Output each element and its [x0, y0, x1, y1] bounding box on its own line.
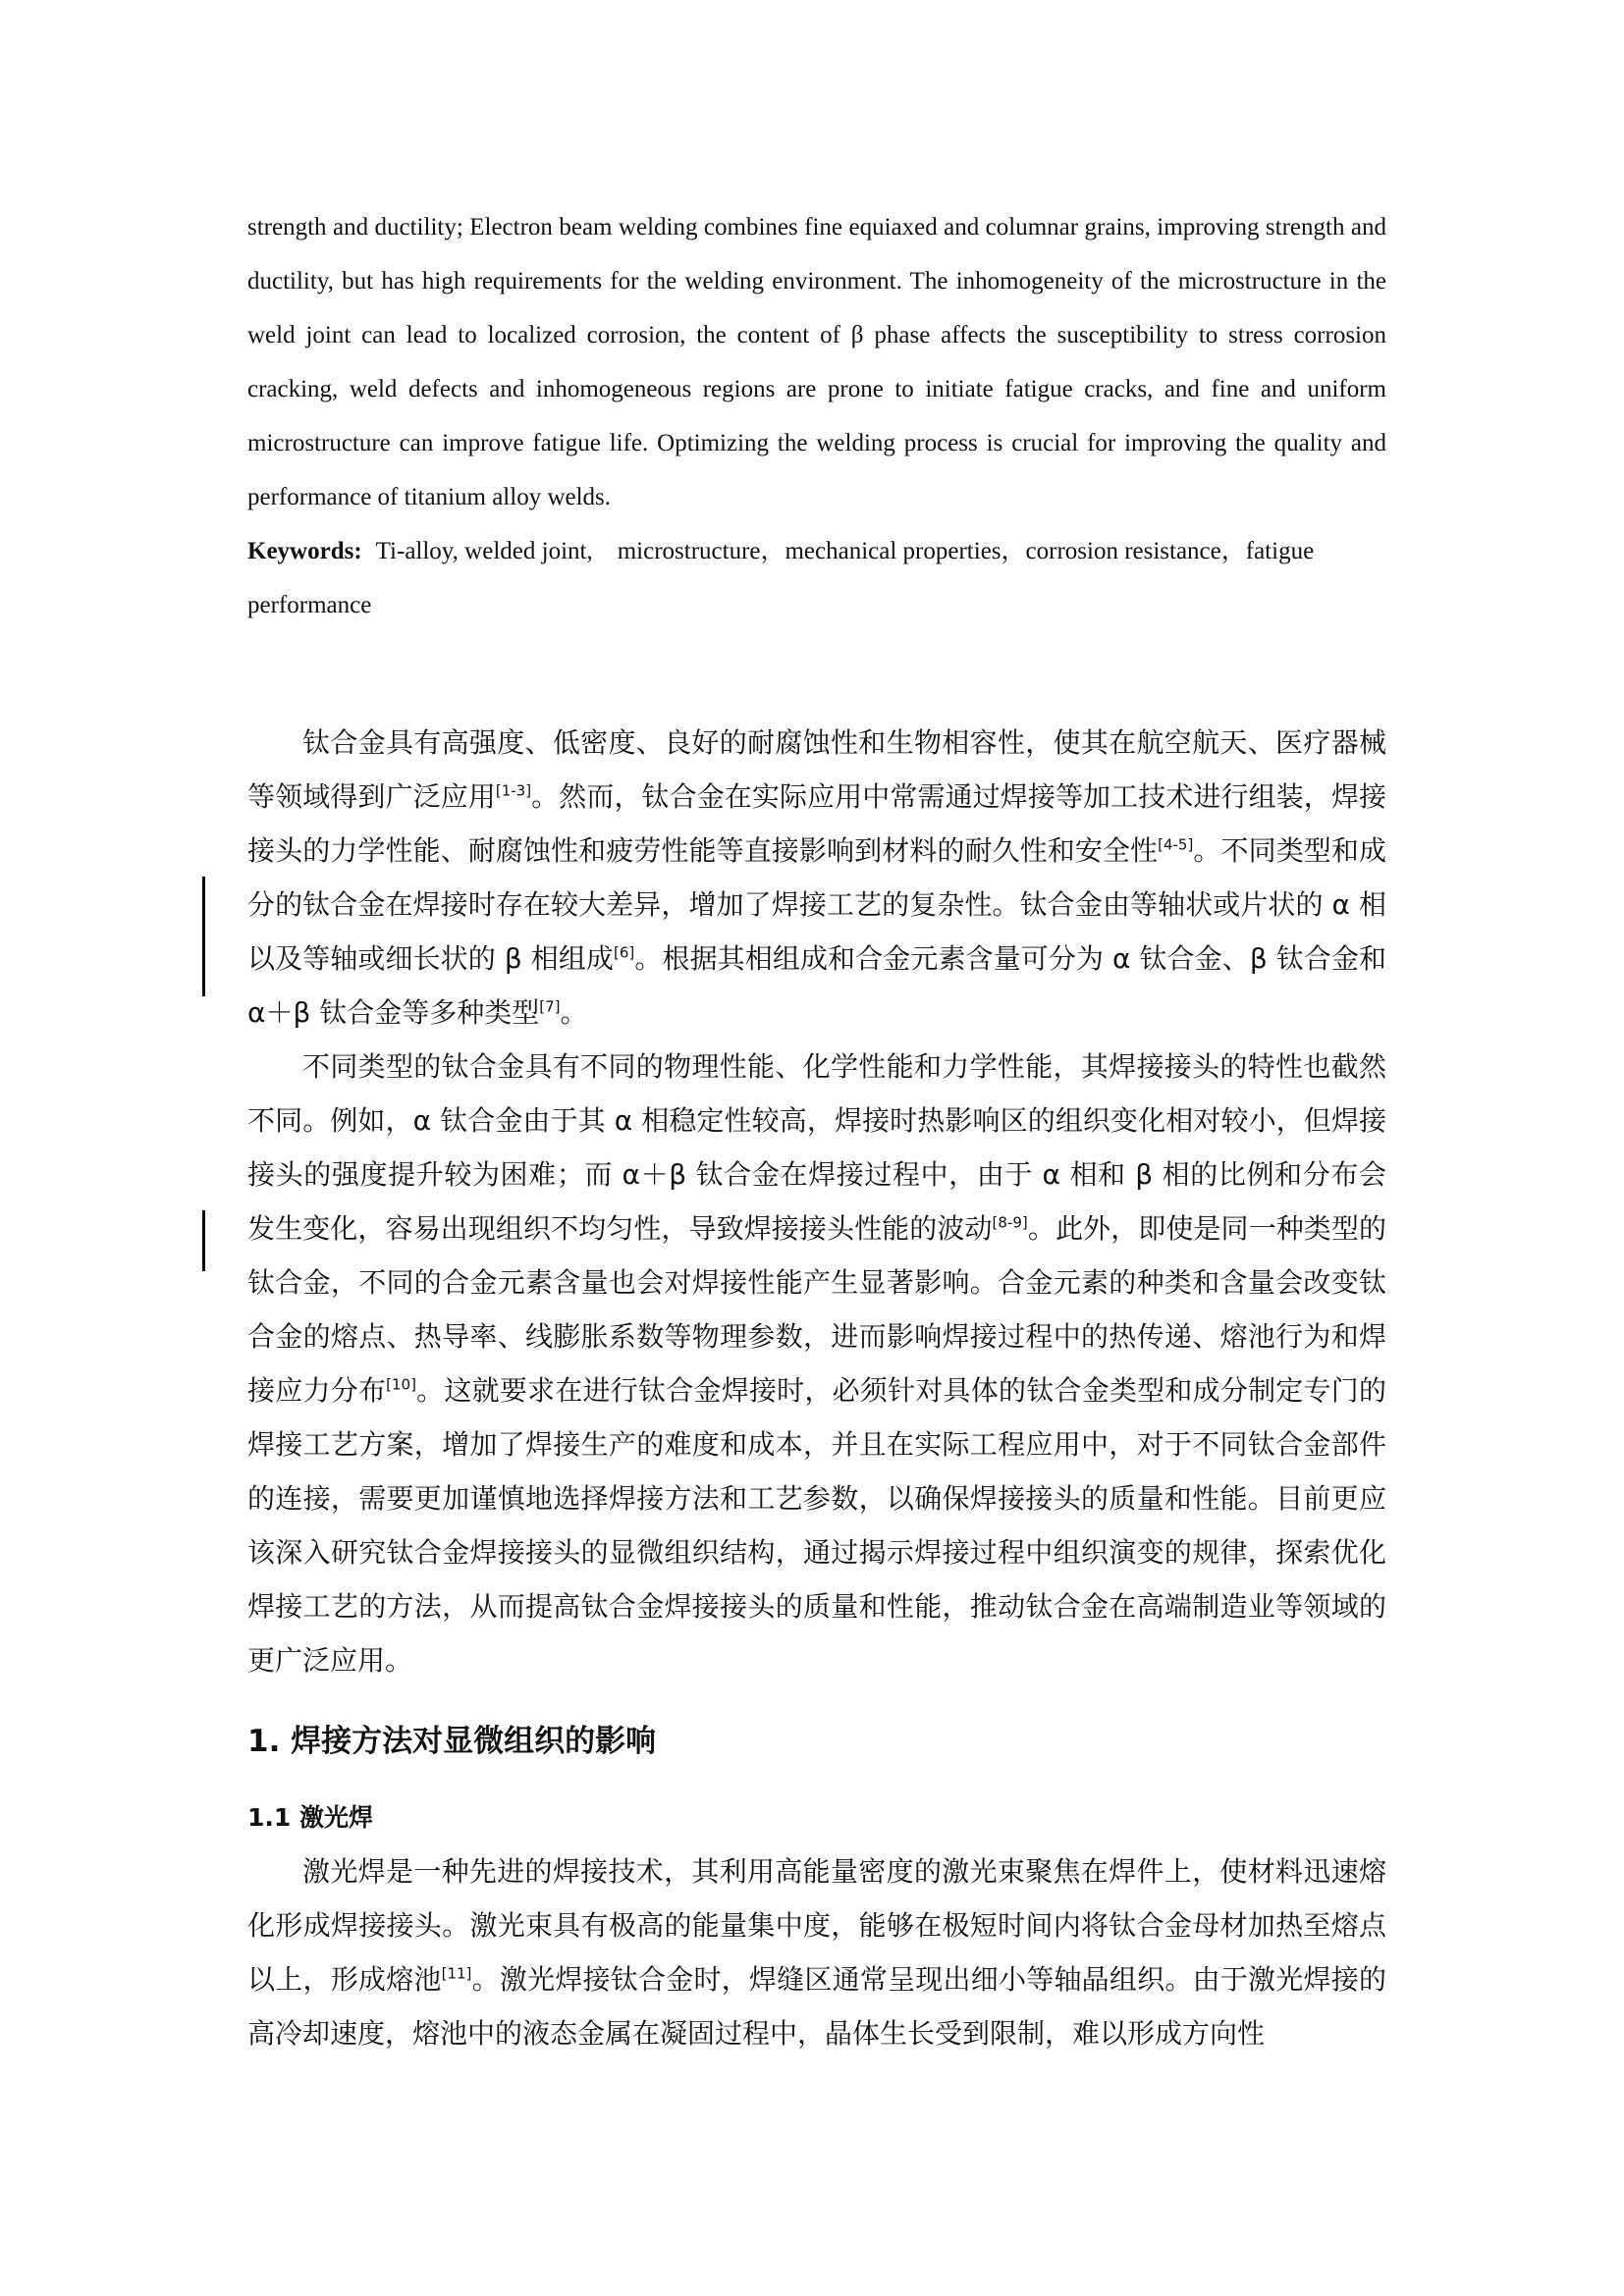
- laser-text-1: 激光焊是一种先进的焊接技术，其利用高能量密度的激光束聚焦在焊件上，使材料迅速熔化形成焊接接头。激光束具有极高的能量集中度，能够在极短时间内将钛合金母材加热至熔点以上，形成熔池: [247, 1855, 1386, 1996]
- citation: [6]: [614, 943, 635, 962]
- subsection-heading: 1.1 激光焊: [247, 1803, 373, 1832]
- abstract-continuation: strength and ductility; Electron beam welding combines fine equiaxed and columnar grains, improving strength and ductility, but has high requirements for the welding environment. The inhomogeneity of the microstructure in the weld joint can lead to localized corrosion, the content of β phase affects the susceptibility to stress corrosion cracking, weld defects and inhomogeneous regions are prone to initiate fatigue cracks, and fine and uniform microstructure can improve fatigue life. Optimizing the welding process is crucial for improving the quality and performance of titanium alloy welds.: [247, 214, 1386, 510]
- keywords-label: Keywords:: [247, 538, 362, 564]
- intro-p1-text-2: 。然而，钛合金在实际应用中常需通过焊接等加工技术进行组装，焊接接头的力学性能、耐腐蚀性和疲劳性能等直接影响到材料的耐久性和安全性: [247, 780, 1386, 867]
- intro-p2-text-1: 不同类型的钛合金具有不同的物理性能、化学性能和力学性能，其焊接接头的特性也截然不同。例如，α 钛合金由于其 α 相稳定性较高，焊接时热影响区的组织变化相对较小，但焊接接头的强度提升较为困难；而 α＋β 钛合金在焊接过程中，由于 α 相和 β 相的比例和分布会发生变化，容易出现组织不均匀性，导致焊接接头性能的波动: [247, 1050, 1386, 1245]
- intro-p2-text-3: 。这就要求在进行钛合金焊接时，必须针对具体的钛合金类型和成分制定专门的焊接工艺方案，增加了焊接生产的难度和成本，并且在实际工程应用中，对于不同钛合金部件的连接，需要更加谨慎地选择焊接方法和工艺参数，以确保焊接接头的质量和性能。目前更应该深入研究钛合金焊接接头的显微组织结构，通过揭示焊接过程中组织演变的规律，探索优化焊接工艺的方法，从而提高钛合金焊接接头的质量和性能，推动钛合金在高端制造业等领域的更广泛应用。: [247, 1374, 1386, 1677]
- change-bar-1: [202, 877, 205, 996]
- intro-p2-text-2: 。此外，即使是同一种类型的钛合金，不同的合金元素含量也会对焊接性能产生显著影响。合金元素的种类和含量会改变钛合金的熔点、热导率、线膨胀系数等物理参数，进而影响焊接过程中的热传递、熔池行为和焊接应力分布: [247, 1212, 1386, 1407]
- citation: [8-9]: [992, 1213, 1028, 1232]
- citation: [1-3]: [495, 781, 532, 800]
- laser-welding-paragraph: [247, 1844, 1386, 2060]
- laser-text-2: 。激光焊接钛合金时，焊缝区通常呈现出细小等轴晶组织。由于激光焊接的高冷却速度，熔池中的液态金属在凝固过程中，晶体生长受到限制，难以形成方向性: [247, 1963, 1386, 2050]
- intro-p1-text-4: 。根据其相组成和合金元素含量可分为 α 钛合金、β 钛合金和 α＋β 钛合金等多种类型: [247, 942, 1387, 1029]
- introduction: [247, 716, 1386, 1687]
- intro-paragraph-2: [247, 1040, 1386, 1687]
- change-bar-2: [202, 1210, 205, 1271]
- intro-p1-text-5: 。: [560, 996, 588, 1029]
- citation: [4-5]: [1158, 835, 1194, 854]
- section-heading: 1. 焊接方法对显微组织的影响: [247, 1724, 657, 1759]
- page-content: [247, 200, 1386, 2060]
- intro-p1-text-1: 钛合金具有高强度、低密度、良好的耐腐蚀性和生物相容性，使其在航空航天、医疗器械等领域得到广泛应用: [247, 726, 1386, 813]
- citation: [10]: [386, 1375, 416, 1394]
- keywords-text: Ti-alloy, welded joint, microstructure，mechanical properties，corrosion resistance，fatigue performance: [247, 538, 1315, 618]
- citation: [11]: [441, 1964, 472, 1983]
- intro-p1-text-3: 。不同类型和成分的钛合金在焊接时存在较大差异，增加了焊接工艺的复杂性。钛合金由等轴状或片状的 α 相以及等轴或细长状的 β 相组成: [247, 834, 1386, 975]
- intro-paragraph-1: [247, 716, 1386, 1040]
- citation: [7]: [539, 997, 561, 1016]
- keywords-line: [247, 524, 1386, 632]
